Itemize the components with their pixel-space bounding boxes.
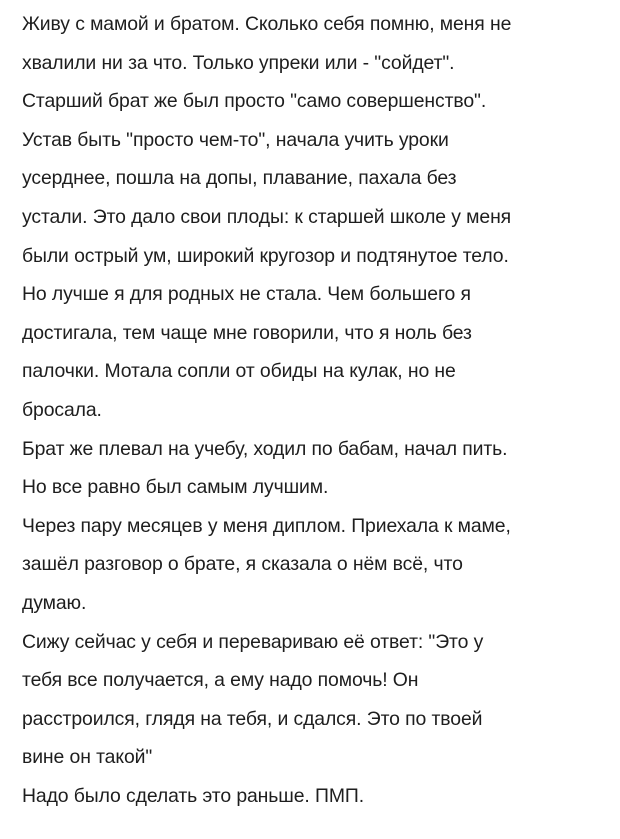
text-line: Через пару месяцев у меня диплом. Приехала к маме, — [22, 514, 511, 537]
text-line: тебя все получается, а ему надо помочь! Он — [22, 669, 419, 692]
text-line: Живу с мамой и братом. Сколько себя помню, меня не — [22, 13, 512, 35]
post-text — [22, 5, 612, 815]
text-line: Но лучше я для родных не стала. Чем большего я — [22, 283, 471, 306]
text-line: бросала. — [22, 398, 102, 421]
text-line: устали. Это дало свои плоды: к старшей школе у меня — [22, 205, 512, 228]
text-line: хвалили ни за что. Только упреки или - "сойдет". — [22, 51, 455, 74]
text-line: палочки. Мотала сопли от обиды на кулак, но не — [22, 360, 456, 383]
text-line: достигала, тем чаще мне говорили, что я ноль без — [22, 321, 472, 344]
text-line: Сижу сейчас у себя и перевариваю её ответ: "Это у — [22, 630, 484, 653]
text-line: усерднее, пошла на допы, плавание, пахала без — [22, 167, 457, 190]
text-line: Но все равно был самым лучшим. — [22, 476, 329, 499]
text-line: зашёл разговор о брате, я сказала о нём всё, что — [22, 553, 463, 576]
text-line: Устав быть "просто чем-то", начала учить уроки — [22, 128, 449, 151]
text-line: вине он такой" — [22, 746, 153, 769]
text-line: Надо было сделать это раньше. ПМП. — [22, 784, 365, 807]
text-line: Брат же плевал на учебу, ходил по бабам, начал пить. — [22, 437, 508, 460]
text-line: были острый ум, широкий кругозор и подтянутое тело. — [22, 244, 509, 267]
text-line: Старший брат же был просто "само совершенство". — [22, 90, 487, 113]
text-line: расстроился, глядя на тебя, и сдался. Это по твоей — [22, 707, 483, 730]
text-line: думаю. — [22, 591, 87, 614]
